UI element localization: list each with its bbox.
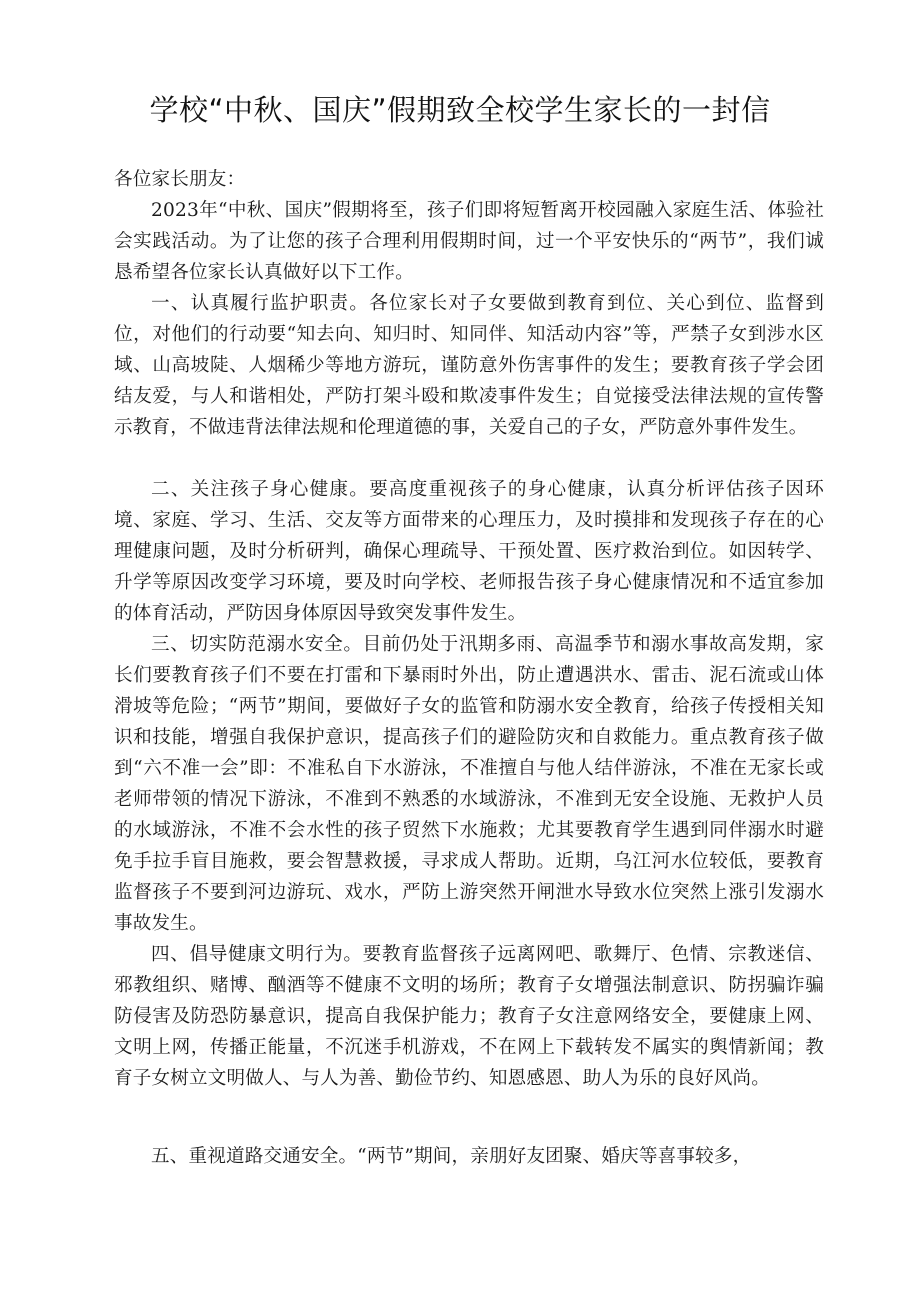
document-title: 学校“中秋、国庆”假期致全校学生家长的一封信 <box>149 93 771 127</box>
paragraph-healthy-behavior: 四、倡导健康文明行为。要教育监督孩子远离网吧、歌舞厅、色情、宗教迷信、邪教组织、赌博、酗酒等不健康不文明的场所；教育子女增强法制意识、防拐骗诈骗防侵害及防恐防暴意识，提高自我保护能力；教育子女注意网络安全，要健康上网、文明上网，传播正能量，不沉迷手机游戏，不在网上下载转发不属实的舆情新闻；教育子女树立文明做人、与人为善、勤俭节约、知恩感恩、助人为乐的良好风尚。 <box>114 944 824 1089</box>
paragraph-drowning-safety: 三、切实防范溺水安全。目前仍处于汛期多雨、高温季节和溺水事故高发期，家长们要教育孩子们不要在打雷和下暴雨时外出，防止遭遇洪水、雷击、泥石流或山体滑坡等危险；“两节”期间，要做好子女的监管和防溺水安全教育，给孩子传授相关知识和技能，增强自我保护意识，提高孩子们的避险防灾和自救能力。重点教育孩子做到“六不准一会”即：不准私自下水游泳，不准擅自与他人结伴游泳，不准在无家长或老师带领的情况下游泳，不准到不熟悉的水域游泳，不准到无安全设施、无救护人员的水域游泳，不准不会水性的孩子贸然下水施救；尤其要教育学生遇到同伴溺水时避免手拉手盲目施救，要会智慧救援，寻求成人帮助。近期，乌江河水位较低，要教育监督孩子不要到河边游玩、戏水，严防上游突然开闸泄水导致水位突然上涨引发溺水事故发生。 <box>114 634 824 934</box>
paragraph-mental-health: 二、关注孩子身心健康。要高度重视孩子的身心健康，认真分析评估孩子因环境、家庭、学习、生活、交友等方面带来的心理压力，及时摸排和发现孩子存在的心理健康问题，及时分析研判，确保心理疏导、干预处置、医疗救治到位。如因转学、升学等原因改变学习环境，要及时向学校、老师报告孩子身心健康情况和不适宜参加的体育活动，严防因身体原因导致突发事件发生。 <box>114 479 824 624</box>
paragraph-supervision-duty: 一、认真履行监护职责。各位家长对子女要做到教育到位、关心到位、监督到位，对他们的行动要“知去向、知归时、知同伴、知活动内容”等，严禁子女到涉水区域、山高坡陡、人烟稀少等地方游玩，谨防意外伤害事件的发生；要教育孩子学会团结友爱，与人和谐相处，严防打架斗殴和欺凌事件发生；自觉接受法律法规的宣传警示教育，不做违背法律法规和伦理道德的事，关爱自己的子女，严防意外事件发生。 <box>114 293 824 438</box>
intro-paragraph: 2023年“中秋、国庆”假期将至，孩子们即将短暂离开校园融入家庭生活、体验社会实践活动。为了让您的孩子合理利用假期时间，过一个平安快乐的“两节”，我们诚恳希望各位家长认真做好以下工作。 <box>114 200 824 283</box>
salutation: 各位家长朋友： <box>114 169 246 190</box>
paragraph-traffic-safety: 五、重视道路交通安全。“两节”期间，亲朋好友团聚、婚庆等喜事较多， <box>151 1146 752 1167</box>
